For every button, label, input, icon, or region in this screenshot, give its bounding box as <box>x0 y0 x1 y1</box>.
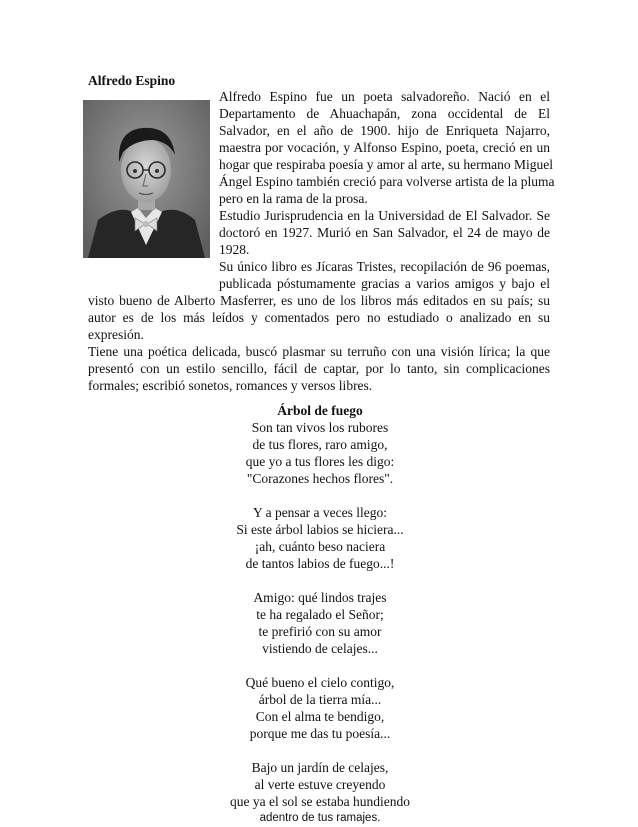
poem-verse: Y a pensar a veces llego: <box>252 505 388 520</box>
bio-line: formales; escribió sonetos, romances y versos libres. <box>88 378 373 393</box>
bio-line: presentó con un estilo sencillo, fácil de captar, por lo tanto, sin complicaciones <box>88 361 550 376</box>
bio-line: Estudio Jurisprudencia en la Universidad de El Salvador. Se <box>219 208 550 223</box>
poem-verse: de tantos labios de fuego...! <box>245 556 395 571</box>
poem-verse: te ha regalado el Señor; <box>256 607 384 622</box>
poem-verse: adentro de tus ramajes. <box>259 812 381 824</box>
poem-verse: Bajo un jardín de celajes, <box>251 760 389 775</box>
poem-verse: ¡ah, cuánto beso naciera <box>254 539 386 554</box>
bio-line: visto bueno de Alberto Masferrer, es uno de los libros más editados en su país; su <box>88 293 550 308</box>
poem <box>180 402 460 827</box>
stanza-gap <box>180 657 460 674</box>
stanza-gap <box>180 572 460 589</box>
portrait-image <box>83 100 210 258</box>
poem-verse: vistiendo de celajes... <box>262 641 378 656</box>
poem-verse: te prefirió con su amor <box>258 624 382 639</box>
poem-verse: porque me das tu poesía... <box>249 726 391 741</box>
bio-line: maestra por vocación, y Alfonso Espino, poeta, creció en un <box>219 140 550 155</box>
bio-line: Ángel Espino también creció para volverse artista de la pluma <box>219 174 555 189</box>
page-title: Alfredo Espino <box>88 73 176 88</box>
bio-line: Salvador, en el año de 1900. hijo de Enriqueta Najarro, <box>219 123 550 138</box>
bio-line: hogar que respiraba poesía y amor al arte, su hermano Miguel <box>219 157 554 172</box>
bio-line: 1928. <box>219 242 250 257</box>
bio-line: Su único libro es Jícaras Tristes, recopilación de 96 poemas, <box>219 259 550 274</box>
poem-verse: que ya el sol se estaba hundiendo <box>230 794 410 809</box>
bio-line: Alfredo Espino fue un poeta salvadoreño. Nació en el <box>219 89 550 104</box>
poem-verse: Con el alma te bendigo, <box>255 709 385 724</box>
stanza-gap <box>180 742 460 759</box>
bio-line: expresión. <box>88 327 144 342</box>
bio-line: publicada póstumamente gracias a varios amigos y bajo el <box>219 276 550 291</box>
poem-title: Árbol de fuego <box>277 403 363 418</box>
bio-line: doctoró en 1927. Murió en San Salvador, el 24 de mayo de <box>219 225 550 240</box>
poem-verse: "Corazones hechos flores". <box>246 471 394 486</box>
portrait-photo <box>83 100 210 258</box>
poem-verse: árbol de la tierra mía... <box>258 692 382 707</box>
poem-verse: Amigo: qué lindos trajes <box>253 590 387 605</box>
bio-line: Departamento de Ahuachapán, zona occidental de El <box>219 106 550 121</box>
stanza-gap <box>180 487 460 504</box>
poem-verse: Son tan vivos los rubores <box>251 420 389 435</box>
bio-line: Tiene una poética delicada, buscó plasmar su terruño con una visión lírica; la que <box>88 344 550 359</box>
bio-line: autor es de los más leídos y comentados pero no estudiado o analizado en su <box>88 310 550 325</box>
poem-verse: al verte estuve creyendo <box>254 777 386 792</box>
poem-verse: de tus flores, raro amigo, <box>252 437 388 452</box>
poem-verse: que yo a tus flores les digo: <box>245 454 395 469</box>
poem-verse: Si este árbol labios se hiciera... <box>236 522 404 537</box>
poem-verse: Qué bueno el cielo contigo, <box>245 675 395 690</box>
bio-line: pero en la rama de la prosa. <box>219 191 368 206</box>
